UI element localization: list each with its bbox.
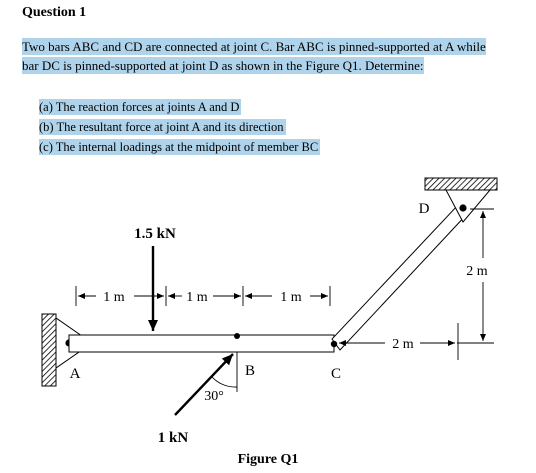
ceiling-support-d xyxy=(425,178,497,190)
dim-label-vertical: 2 m xyxy=(466,264,488,279)
statement-line-1: Two bars ABC and CD are connected at joint C. Bar ABC is pinned-supported at A while xyxy=(22,39,486,54)
part-c: (c) The internal loadings at the midpoint of member BC xyxy=(39,140,319,154)
label-d: D xyxy=(418,201,430,217)
force-label-1kn: 1 kN xyxy=(157,430,189,446)
force-label-1-5kn: 1.5 kN xyxy=(134,226,176,242)
part-b: (b) The resultant force at joint A and its direction xyxy=(39,120,284,134)
point-b xyxy=(234,333,240,339)
wall-support-a xyxy=(42,314,56,386)
part-a: (a) The reaction forces at joints A and D xyxy=(39,100,240,114)
figure-caption: Figure Q1 xyxy=(237,452,299,467)
force-arrow-1kn xyxy=(175,354,233,415)
label-b: B xyxy=(244,363,256,379)
label-c: C xyxy=(330,366,342,382)
pin-c xyxy=(331,341,337,347)
dim-label-3: 1 m xyxy=(280,290,302,305)
angle-label: 30° xyxy=(204,389,224,404)
angle-arc xyxy=(212,377,237,387)
dim-label-1: 1 m xyxy=(103,290,125,305)
dim-label-2: 1 m xyxy=(186,290,208,305)
bar-cd xyxy=(332,205,468,350)
question-title: Question 1 xyxy=(22,5,87,20)
label-a: A xyxy=(69,366,81,382)
statement-line-2: bar DC is pinned-supported at joint D as shown in the Figure Q1. Determine: xyxy=(22,58,424,73)
bar-abc xyxy=(69,335,334,352)
dim-label-horizontal: 2 m xyxy=(392,337,414,352)
pin-d xyxy=(459,204,466,211)
